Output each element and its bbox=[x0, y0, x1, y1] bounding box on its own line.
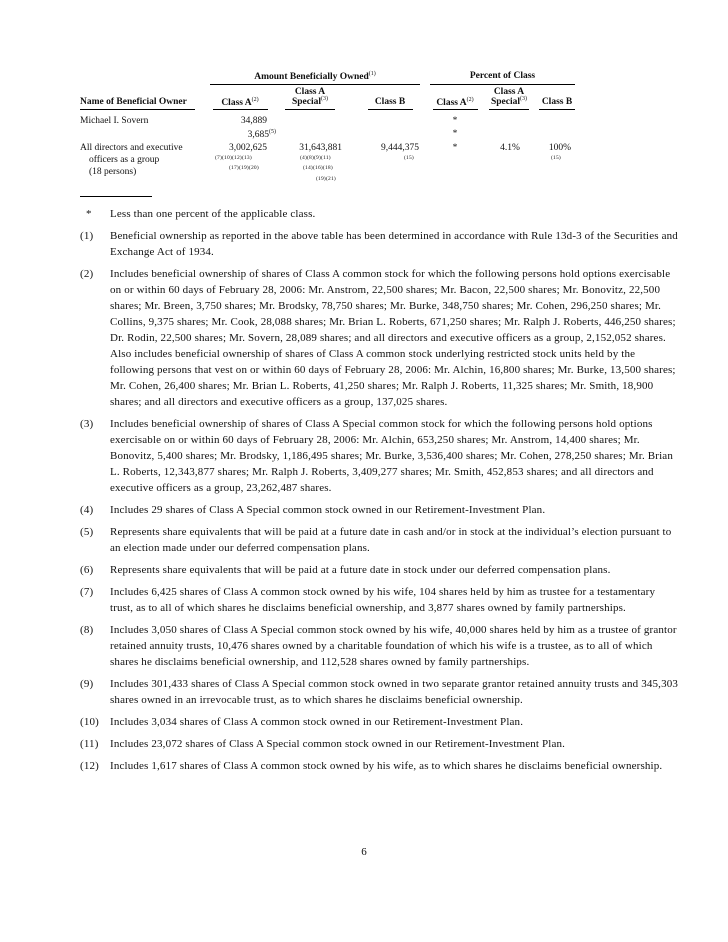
col-class-a-special-rule bbox=[285, 109, 335, 110]
amount-beneficially-owned-header bbox=[210, 71, 420, 82]
row-group-pct-class-b-fn: (15) bbox=[551, 155, 561, 161]
col-class-a-header bbox=[210, 97, 270, 108]
footnote-10 bbox=[80, 714, 680, 730]
footnote-mark: (1) bbox=[80, 230, 94, 242]
col-pct-class-a-special-rule bbox=[489, 109, 529, 110]
footnote-mark: (9) bbox=[80, 678, 94, 690]
footnote-11 bbox=[80, 736, 680, 752]
footnote-mark: (8) bbox=[80, 624, 94, 636]
footnote-text: Includes 301,433 shares of Class A Special common stock owned in two separate grantor retained annuity trusts and 345,303 shares owned in an irrevocable trust, as to which shares he disclaims beneficial ownership. bbox=[110, 678, 679, 706]
footnote-9 bbox=[80, 676, 680, 708]
footnote-text: Includes beneficial ownership of shares of Class A Special common stock for which the following persons hold options exercisable on or within 60 days of February 28, 2006: Mr. Alchin, 653,250 shares; Mr. Anstrom, 14,400 shares; Mr. Bonovitz, 5,400 shares; Mr. Brodsky, 1,186,495 shares; Mr. Burke, 3,536,400 shares; Mr. Cohen, 278,250 shares; Mr. Brian L. Roberts, 12,343,877 shares; Mr. Ralph J. Roberts, 3,409,277 shares; Mr. Smith, 452,853 shares; and all directors and executive officers as a group, 23,262,487 shares. bbox=[110, 418, 673, 494]
footnote-text: Includes 23,072 shares of Class A Special common stock owned in our Retirement-Investment Plan. bbox=[110, 738, 566, 750]
footnote-12 bbox=[80, 758, 680, 774]
col-class-a-special-header-l1: Class A bbox=[294, 87, 326, 97]
col-name-rule bbox=[80, 109, 195, 110]
footnote-mark: (7) bbox=[80, 586, 94, 598]
footnote-mark: (4) bbox=[80, 504, 94, 516]
footnote-text: Less than one percent of the applicable class. bbox=[110, 208, 316, 220]
col-pct-class-a-rule bbox=[433, 109, 478, 110]
row-group-pct-class-a: * bbox=[452, 143, 458, 153]
footnote-text: Includes 6,425 shares of Class A common stock owned by his wife, 104 shares held by him as trustee for a testamentary trust, as to all of which shares he disclaims beneficial ownership, and 3,877 shares owned by family partnerships. bbox=[110, 586, 656, 614]
col-class-a-rule bbox=[213, 109, 268, 110]
footnote-mark: (2) bbox=[80, 268, 94, 280]
row-group-name-l2: officers as a group bbox=[89, 155, 160, 165]
col-pct-class-b-rule bbox=[539, 109, 575, 110]
col-pct-class-a-header bbox=[430, 97, 480, 108]
col-class-a-fn: (2) bbox=[251, 97, 259, 103]
row-group-class-a-special-fn2: (14)(16)(18) bbox=[303, 165, 333, 171]
row-group-class-a-fn2: (17)(19)(20) bbox=[229, 165, 259, 171]
footnote-text: Includes 29 shares of Class A Special common stock owned in our Retirement-Investment Plan. bbox=[110, 504, 546, 516]
col-pct-class-a-fn: (2) bbox=[466, 97, 474, 103]
row-group-class-a-fn1: (7)(10)(12)(13) bbox=[215, 155, 252, 161]
col-name-header: Name of Beneficial Owner bbox=[80, 97, 187, 107]
footnote-text: Includes beneficial ownership of shares of Class A common stock for which the following persons hold options exercisable on or within 60 days of February 28, 2006: Mr. Anstrom, 22,500 shares; Mr. Bacon, 22,500 shares; Mr. Bonovitz, 22,500 shares; Mr. Breen, 3,750 shares; Mr. Brodsky, 78,750 shares; Mr. Burke, 348,750 shares; Mr. Cohen, 296,250 shares; Mr. Collins, 9,375 shares; Mr. Cook, 28,088 shares; Mr. Brian L. Roberts, 671,250 shares; Mr. Ralph J. Roberts, 446,250 shares; Dr. Rodin, 22,500 shares; Mr. Sovern, 28,089 shares; and all directors and executive officers as a group, 2,152,052 shares. Also includes beneficial ownership of shares of Class A common stock underlying restricted stock units held by the following persons that vest on or within 60 days of February 28, 2006: Mr. Alchin, 16,800 shares; Mr. Burke, 13,500 shares; Mr. Cohen, 26,400 shares; Mr. Brian L. Roberts, 41,250 shares; Mr. Ralph J. Roberts, 11,325 shares; Mr. Smith, 18,900 shares; and all directors and executive officers as a group, 137,025 shares. bbox=[110, 268, 676, 408]
row-sovern-class-a: 34,889 bbox=[240, 116, 267, 126]
row-sovern-name: Michael I. Sovern bbox=[80, 116, 149, 126]
row-sovern-class-a-line2-fn: (5) bbox=[269, 129, 276, 135]
footnote-mark: (12) bbox=[80, 760, 99, 772]
col-pct-class-a-special-header-l1: Class A bbox=[493, 87, 525, 97]
row-sovern-pct-class-a: * bbox=[452, 116, 458, 126]
row-sovern-pct-class-a-line2: * bbox=[452, 129, 458, 139]
footnote-text: Includes 3,034 shares of Class A common stock owned in our Retirement-Investment Plan. bbox=[110, 716, 524, 728]
footnote-mark: (3) bbox=[80, 418, 94, 430]
footnote-7 bbox=[80, 584, 680, 616]
footnote-mark: * bbox=[86, 208, 92, 220]
row-sovern-class-a-line2 bbox=[200, 129, 276, 140]
footnotes-list bbox=[80, 206, 680, 780]
col-pct-class-a-special-fn: (3) bbox=[520, 96, 528, 102]
footnote-text: Represents share equivalents that will be paid at a future date in cash and/or in stock at the individual’s election pursuant to an election made under our deferred compensation plans. bbox=[110, 526, 672, 554]
col-pct-class-b-header: Class B bbox=[541, 97, 573, 107]
footnote-text: Represents share equivalents that will be paid at a future date in stock under our deferred compensation plans. bbox=[110, 564, 611, 576]
footnote-mark: (10) bbox=[80, 716, 99, 728]
footnote-8 bbox=[80, 622, 680, 670]
footnote-text: Includes 1,617 shares of Class A common stock owned by his wife, as to which shares he disclaims beneficial ownership. bbox=[110, 760, 663, 772]
row-group-class-b-fn: (15) bbox=[404, 155, 414, 161]
col-class-b-header: Class B bbox=[374, 97, 406, 107]
col-class-a-special-fn: (3) bbox=[321, 96, 329, 102]
percent-of-class-header: Percent of Class bbox=[469, 71, 536, 81]
footnote-3 bbox=[80, 416, 680, 496]
amount-header-footnote: (1) bbox=[368, 71, 376, 77]
row-group-name-l1: All directors and executive bbox=[80, 143, 183, 153]
col-class-a-special-header-l2 bbox=[280, 96, 340, 107]
col-pct-class-a-text: Class A bbox=[436, 98, 467, 109]
footnote-mark: (11) bbox=[80, 738, 99, 750]
row-group-name-l3: (18 persons) bbox=[89, 167, 137, 177]
row-group-class-a-special-fn1: (4)(8)(9)(11) bbox=[300, 155, 331, 161]
col-class-a-special-text: Special bbox=[291, 97, 322, 108]
col-class-a-text: Class A bbox=[221, 98, 252, 109]
footnote-mark: (5) bbox=[80, 526, 94, 538]
footnote-4 bbox=[80, 502, 680, 518]
footnote-text: Includes 3,050 shares of Class A Special common stock owned by his wife, 40,000 shares held by him as a trustee of grantor retained annuity trusts, 10,476 shares owned by a charitable foundation of which his wife is a trustee, as to all of which shares he disclaims beneficial ownership, and 112,528 shares owned by family partnerships. bbox=[110, 624, 677, 668]
footnote-5 bbox=[80, 524, 680, 556]
page-number: 6 bbox=[361, 846, 367, 858]
footnote-asterisk bbox=[80, 206, 680, 222]
col-pct-class-a-special-header-l2 bbox=[484, 96, 534, 107]
row-group-class-a: 3,002,625 bbox=[229, 143, 267, 153]
footnote-2 bbox=[80, 266, 680, 410]
percent-header-rule bbox=[430, 84, 575, 85]
amount-header-rule bbox=[210, 84, 420, 85]
row-sovern-class-a-line2-value: 3,685 bbox=[247, 130, 269, 141]
amount-header-text: Amount Beneficially Owned bbox=[254, 72, 369, 83]
col-pct-class-a-special-text: Special bbox=[490, 97, 521, 108]
col-class-b-rule bbox=[368, 109, 413, 110]
row-group-class-b: 9,444,375 bbox=[381, 143, 419, 153]
row-group-class-a-special-fn3: (19)(21) bbox=[316, 176, 336, 182]
footnote-mark: (6) bbox=[80, 564, 94, 576]
footnote-text: Beneficial ownership as reported in the above table has been determined in accordance with Rule 13d-3 of the Securities and Exchange Act of 1934. bbox=[110, 230, 678, 258]
footnote-1 bbox=[80, 228, 680, 260]
row-group-pct-class-b: 100% bbox=[548, 143, 572, 153]
row-group-pct-class-a-special: 4.1% bbox=[500, 143, 520, 153]
row-group-class-a-special: 31,643,881 bbox=[299, 143, 342, 153]
footnote-separator bbox=[80, 196, 152, 197]
footnote-6 bbox=[80, 562, 680, 578]
